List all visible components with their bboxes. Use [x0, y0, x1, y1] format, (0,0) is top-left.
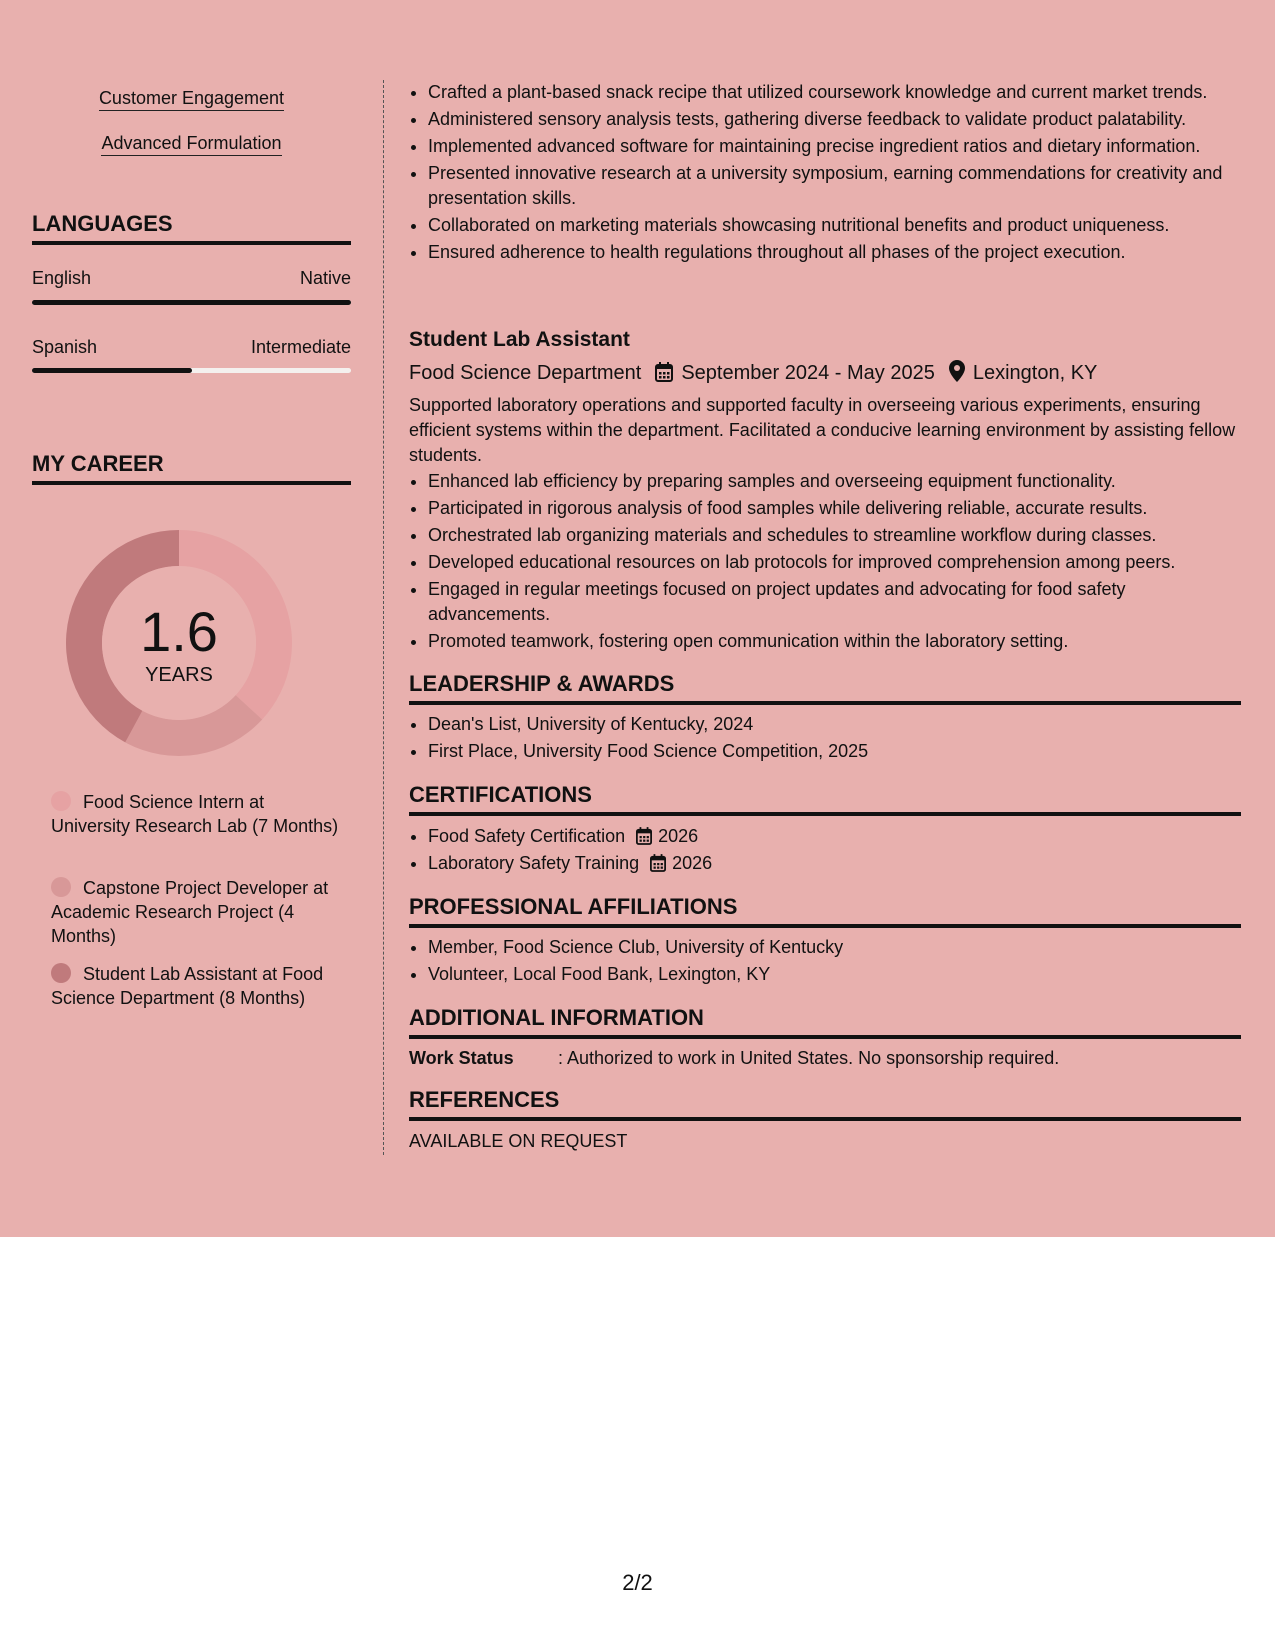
list-item: • Collaborated on marketing materials showcasing nutritional benefits and product uniqueness. [428, 213, 1241, 238]
job-bullets [409, 469, 1241, 656]
certification-name: Food Safety Certification [428, 826, 626, 846]
job-title: Student Lab Assistant [409, 328, 630, 351]
legend-label: Food Science Intern at University Research Lab (7 Months) [51, 792, 339, 836]
language-proficiency-fill [32, 300, 351, 305]
certification-year: 2026 [672, 853, 713, 873]
calendar-icon [636, 827, 652, 845]
language-level: Intermediate [250, 337, 351, 357]
leadership-list [409, 712, 1241, 766]
previous-job-bullets [409, 80, 1241, 267]
career-legend-item [51, 876, 341, 948]
legend-label: Student Lab Assistant at Food Science Department (8 Months) [51, 964, 324, 1008]
legend-swatch [51, 963, 71, 983]
career-donut-chart [66, 530, 292, 756]
list-item: • Volunteer, Local Food Bank, Lexington, KY [428, 962, 1241, 987]
location-pin-icon [949, 360, 965, 382]
language-proficiency-bar [32, 368, 351, 373]
career-total-value: 1.6 [140, 600, 218, 663]
certification-name: Laboratory Safety Training [428, 853, 640, 873]
list-item [428, 851, 1241, 876]
career-legend-item [51, 962, 341, 1010]
languages-heading: LANGUAGES [32, 211, 351, 245]
list-item: • Crafted a plant-based snack recipe that utilized coursework knowledge and current market trends. [428, 80, 1241, 105]
list-item: • First Place, University Food Science Competition, 2025 [428, 739, 1241, 764]
certification-year: 2026 [658, 826, 699, 846]
work-status-label: Work Status [409, 1048, 514, 1068]
job-meta [409, 360, 1097, 385]
language-proficiency-bar [32, 300, 351, 305]
additional-info-heading: ADDITIONAL INFORMATION [409, 1005, 1241, 1039]
leadership-heading: LEADERSHIP & AWARDS [409, 671, 1241, 705]
references-heading: REFERENCES [409, 1087, 1241, 1121]
language-level: Native [299, 268, 351, 288]
language-name: Spanish [32, 337, 98, 357]
language-name: English [32, 268, 92, 288]
job-location: Lexington, KY [972, 362, 1098, 384]
list-item: • Dean's List, University of Kentucky, 2024 [428, 712, 1241, 737]
references-text: AVAILABLE ON REQUEST [409, 1131, 628, 1151]
skill-link[interactable]: Advanced Formulation [32, 133, 351, 154]
list-item: • Promoted teamwork, fostering open communication within the laboratory setting. [428, 629, 1241, 654]
affiliations-heading: PROFESSIONAL AFFILIATIONS [409, 894, 1241, 928]
legend-swatch [51, 791, 71, 811]
job-dates: September 2024 - May 2025 [681, 362, 935, 384]
calendar-icon [650, 854, 666, 872]
list-item: • Developed educational resources on lab protocols for improved comprehension among peers. [428, 550, 1241, 575]
list-item: • Enhanced lab efficiency by preparing samples and overseeing equipment functionality. [428, 469, 1241, 494]
calendar-icon [655, 362, 673, 382]
affiliations-list [409, 935, 1241, 989]
work-status-row [409, 1048, 1059, 1069]
language-proficiency-fill [32, 368, 192, 373]
job-employer: Food Science Department [409, 362, 642, 384]
page-number: 2/2 [622, 1570, 653, 1595]
donut-center [66, 530, 292, 756]
work-status-value: : Authorized to work in United States. No sponsorship required. [558, 1048, 1060, 1068]
list-item: • Implemented advanced software for maintaining precise ingredient ratios and dietary information. [428, 134, 1241, 159]
job-summary: Supported laboratory operations and supported faculty in overseeing various experiments, ensuring efficient systems within the department. Facilitated a conducive learning environment by assisting fellow students. [409, 395, 1236, 465]
career-legend-item [51, 790, 341, 838]
career-total-unit: YEARS [145, 664, 213, 686]
legend-swatch [51, 877, 71, 897]
legend-label: Capstone Project Developer at Academic Research Project (4 Months) [51, 878, 329, 946]
career-heading: MY CAREER [32, 451, 351, 485]
list-item: • Orchestrated lab organizing materials and schedules to streamline workflow during classes. [428, 523, 1241, 548]
certifications-heading: CERTIFICATIONS [409, 782, 1241, 816]
list-item: • Administered sensory analysis tests, gathering diverse feedback to validate product palatability. [428, 107, 1241, 132]
list-item [428, 824, 1241, 849]
list-item: • Participated in rigorous analysis of food samples while delivering reliable, accurate results. [428, 496, 1241, 521]
column-divider [383, 80, 384, 1155]
certifications-list [409, 824, 1241, 878]
list-item: • Ensured adherence to health regulations throughout all phases of the project execution. [428, 240, 1241, 265]
list-item: • Engaged in regular meetings focused on project updates and advocating for food safety advancements. [428, 577, 1241, 627]
list-item: • Member, Food Science Club, University of Kentucky [428, 935, 1241, 960]
skill-link[interactable]: Customer Engagement [32, 88, 351, 109]
list-item: • Presented innovative research at a university symposium, earning commendations for creativity and presentation skills. [428, 161, 1241, 211]
